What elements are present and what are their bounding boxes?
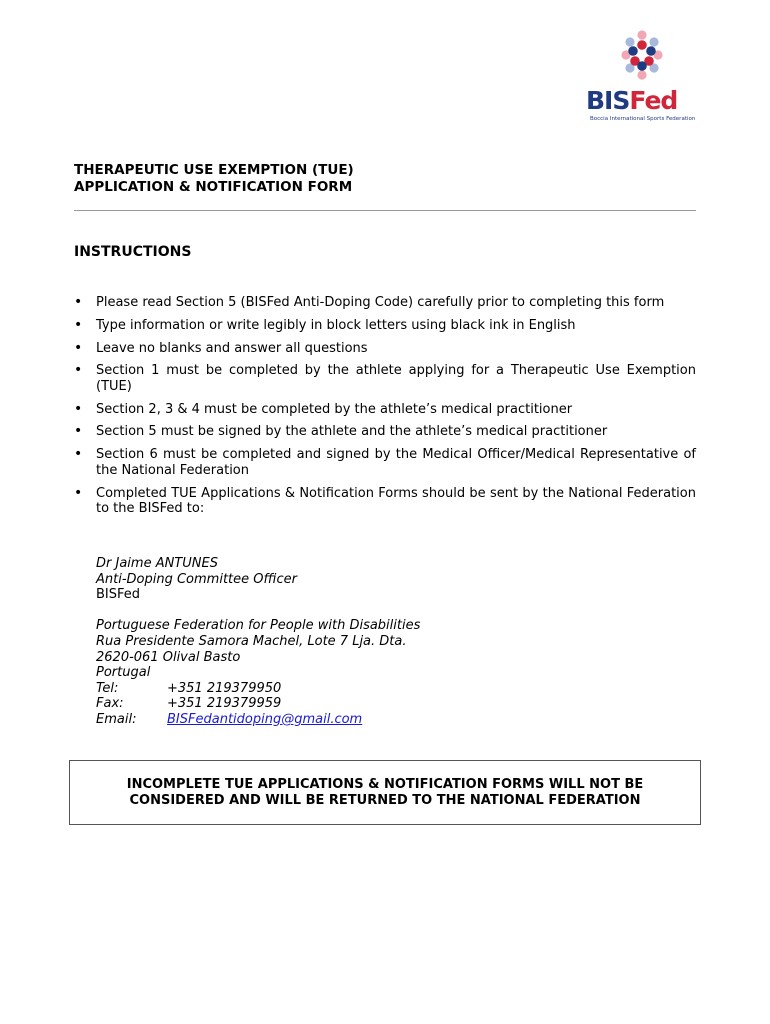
fax-label: Fax: xyxy=(96,696,124,712)
fax-row xyxy=(96,696,420,712)
address-line4: Portugal xyxy=(96,665,151,681)
list-item: • Please read Section 5 (BISFed Anti-Doping Code) carefully prior to completing this form xyxy=(74,295,696,311)
instructions-list xyxy=(74,295,696,524)
address-line3: 2620-061 Olival Basto xyxy=(96,649,241,665)
notice-line1: INCOMPLETE TUE APPLICATIONS & NOTIFICATION FORMS WILL NOT BE xyxy=(126,776,644,792)
email-row xyxy=(96,712,420,728)
contact-block xyxy=(96,556,420,728)
list-item: • Completed TUE Applications & Notification Forms should be sent by the National Federation to the BISFed to: xyxy=(74,486,696,517)
list-item: • Section 5 must be signed by the athlete and the athlete’s medical practitioner xyxy=(74,424,696,440)
tel-value: +351 219379950 xyxy=(167,680,282,696)
email-link[interactable]: BISFedantidoping@gmail.com xyxy=(167,711,363,727)
address-line2: Rua Presidente Samora Machel, Lote 7 Lja. Dta. xyxy=(96,633,407,649)
list-item: • Leave no blanks and answer all questions xyxy=(74,341,696,357)
bisfed-logo xyxy=(584,30,694,126)
notice-line2: CONSIDERED AND WILL BE RETURNED TO THE NATIONAL FEDERATION xyxy=(129,792,641,808)
email-label: Email: xyxy=(96,711,137,727)
form-title-line2: APPLICATION & NOTIFICATION FORM xyxy=(74,179,353,195)
fax-value: +351 219379959 xyxy=(167,696,282,712)
list-item: • Section 1 must be completed by the athlete applying for a Therapeutic Use Exemption (TUE) xyxy=(74,363,696,394)
instructions-heading: INSTRUCTIONS xyxy=(74,244,192,260)
form-title-line1: THERAPEUTIC USE EXEMPTION (TUE) xyxy=(74,162,354,178)
notice-box xyxy=(69,760,701,825)
list-item: • Section 2, 3 & 4 must be completed by the athlete’s medical practitioner xyxy=(74,402,696,418)
contact-org: BISFed xyxy=(96,587,141,603)
logo-subtitle: Boccia International Sports Federation xyxy=(590,116,696,122)
contact-role: Anti-Doping Committee Officer xyxy=(96,571,297,587)
bisfed-flower-icon xyxy=(620,30,664,80)
tel-row xyxy=(96,681,420,697)
list-item: • Type information or write legibly in block letters using black ink in English xyxy=(74,318,696,334)
contact-name: Dr Jaime ANTUNES xyxy=(96,556,218,571)
list-item: • Section 6 must be completed and signed by the Medical Officer/Medical Representative of the National Federation xyxy=(74,447,696,478)
logo-wordmark: BISFed xyxy=(586,86,678,115)
divider xyxy=(74,210,696,211)
form-title xyxy=(74,162,354,196)
tel-label: Tel: xyxy=(96,680,119,696)
address-line1: Portuguese Federation for People with Disabilities xyxy=(96,618,421,634)
